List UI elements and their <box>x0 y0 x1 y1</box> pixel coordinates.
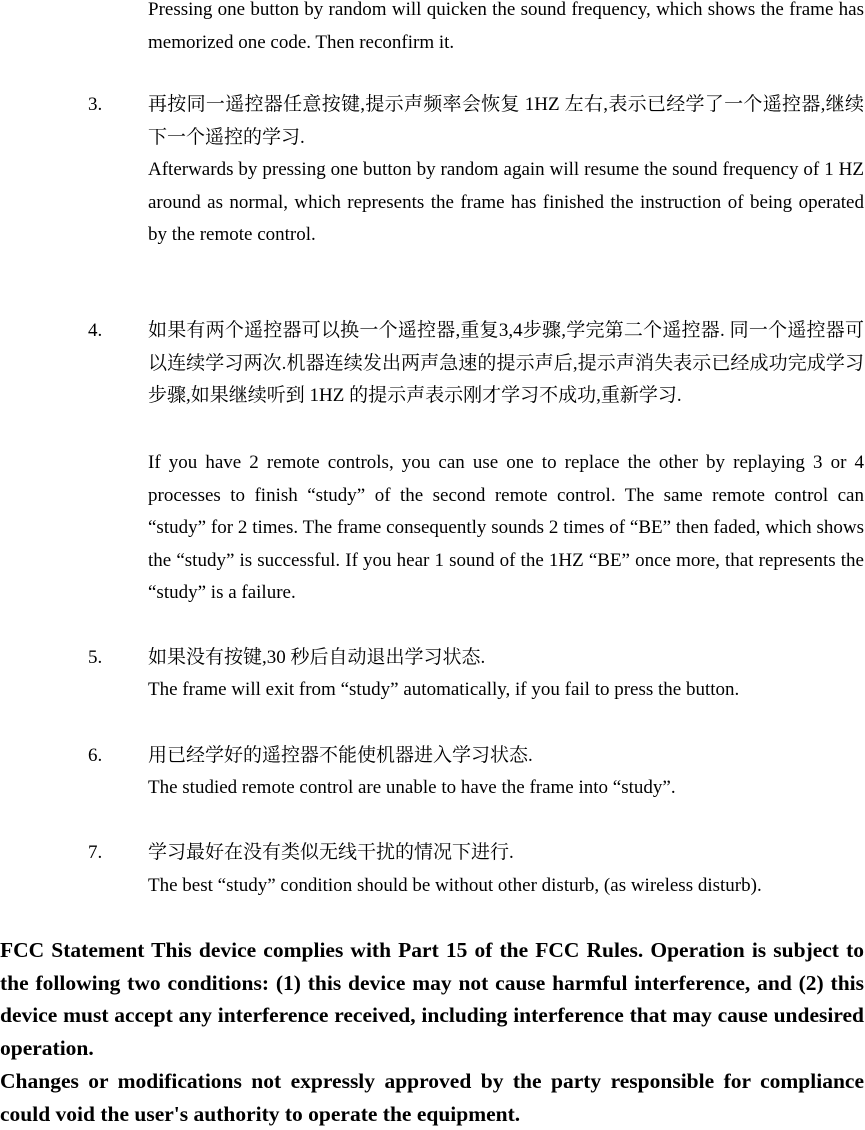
fcc-changes-notice: Changes or modifications not expressly approved by the party responsible for compliance could void the user's authority to operate the equipment. <box>0 1069 864 1126</box>
item-6-english: The studied remote control are unable to have the frame into “study”. <box>148 777 676 798</box>
item-7-number: 7. <box>88 842 103 863</box>
item-7-english: The best “study” condition should be without other disturb, (as wireless disturb). <box>148 875 762 896</box>
item-5-chinese: 如果没有按键,30 秒后自动退出学习状态. <box>148 647 486 668</box>
item-3-number: 3. <box>88 94 103 115</box>
item-4-chinese: 如果有两个遥控器可以换一个遥控器,重复3,4步骤,学完第二个遥控器. 同一个遥控器可以连续学习两次.机器连续发出两声急速的提示声后,提示声消失表示已经成功完成学习步骤,如果继续听到 1HZ 的提示声表示刚才学习不成功,重新学习. <box>148 320 864 406</box>
item-7-chinese: 学习最好在没有类似无线干扰的情况下进行. <box>148 842 514 863</box>
fcc-statement: FCC Statement This device complies with Part 15 of the FCC Rules. Operation is subject to the following two conditions: (1) this device may not cause harmful interference, and (2) this device must accept any interference received, including interference that may cause undesired operation. <box>0 938 864 1060</box>
item-4-number: 4. <box>88 320 103 341</box>
item-4-english: If you have 2 remote controls, you can use one to replace the other by replaying 3 or 4 processes to finish “study” of the second remote control. The same remote control can “study” for 2 times. The frame consequently sounds 2 times of “BE” then faded, which shows the “study” is successful. If you hear 1 sound of the 1HZ “BE” once more, that represents the “study” is a failure. <box>148 452 864 603</box>
item-3-english: Afterwards by pressing one button by random again will resume the sound frequency of 1 HZ around as normal, which represents the frame has finished the instruction of being operated by the remote control. <box>148 159 864 245</box>
item-6-number: 6. <box>88 745 103 766</box>
item-5-english: The frame will exit from “study” automatically, if you fail to press the button. <box>148 679 740 700</box>
item-5-number: 5. <box>88 647 103 668</box>
item-3-chinese: 再按同一遥控器任意按键,提示声频率会恢复 1HZ 左右,表示已经学了一个遥控器,继续下一个遥控的学习. <box>148 94 864 148</box>
intro-paragraph-en: Pressing one button by random will quicken the sound frequency, which shows the frame has memorized one code. Then reconfirm it. <box>148 0 864 53</box>
item-6-chinese: 用已经学好的遥控器不能使机器进入学习状态. <box>148 745 533 766</box>
